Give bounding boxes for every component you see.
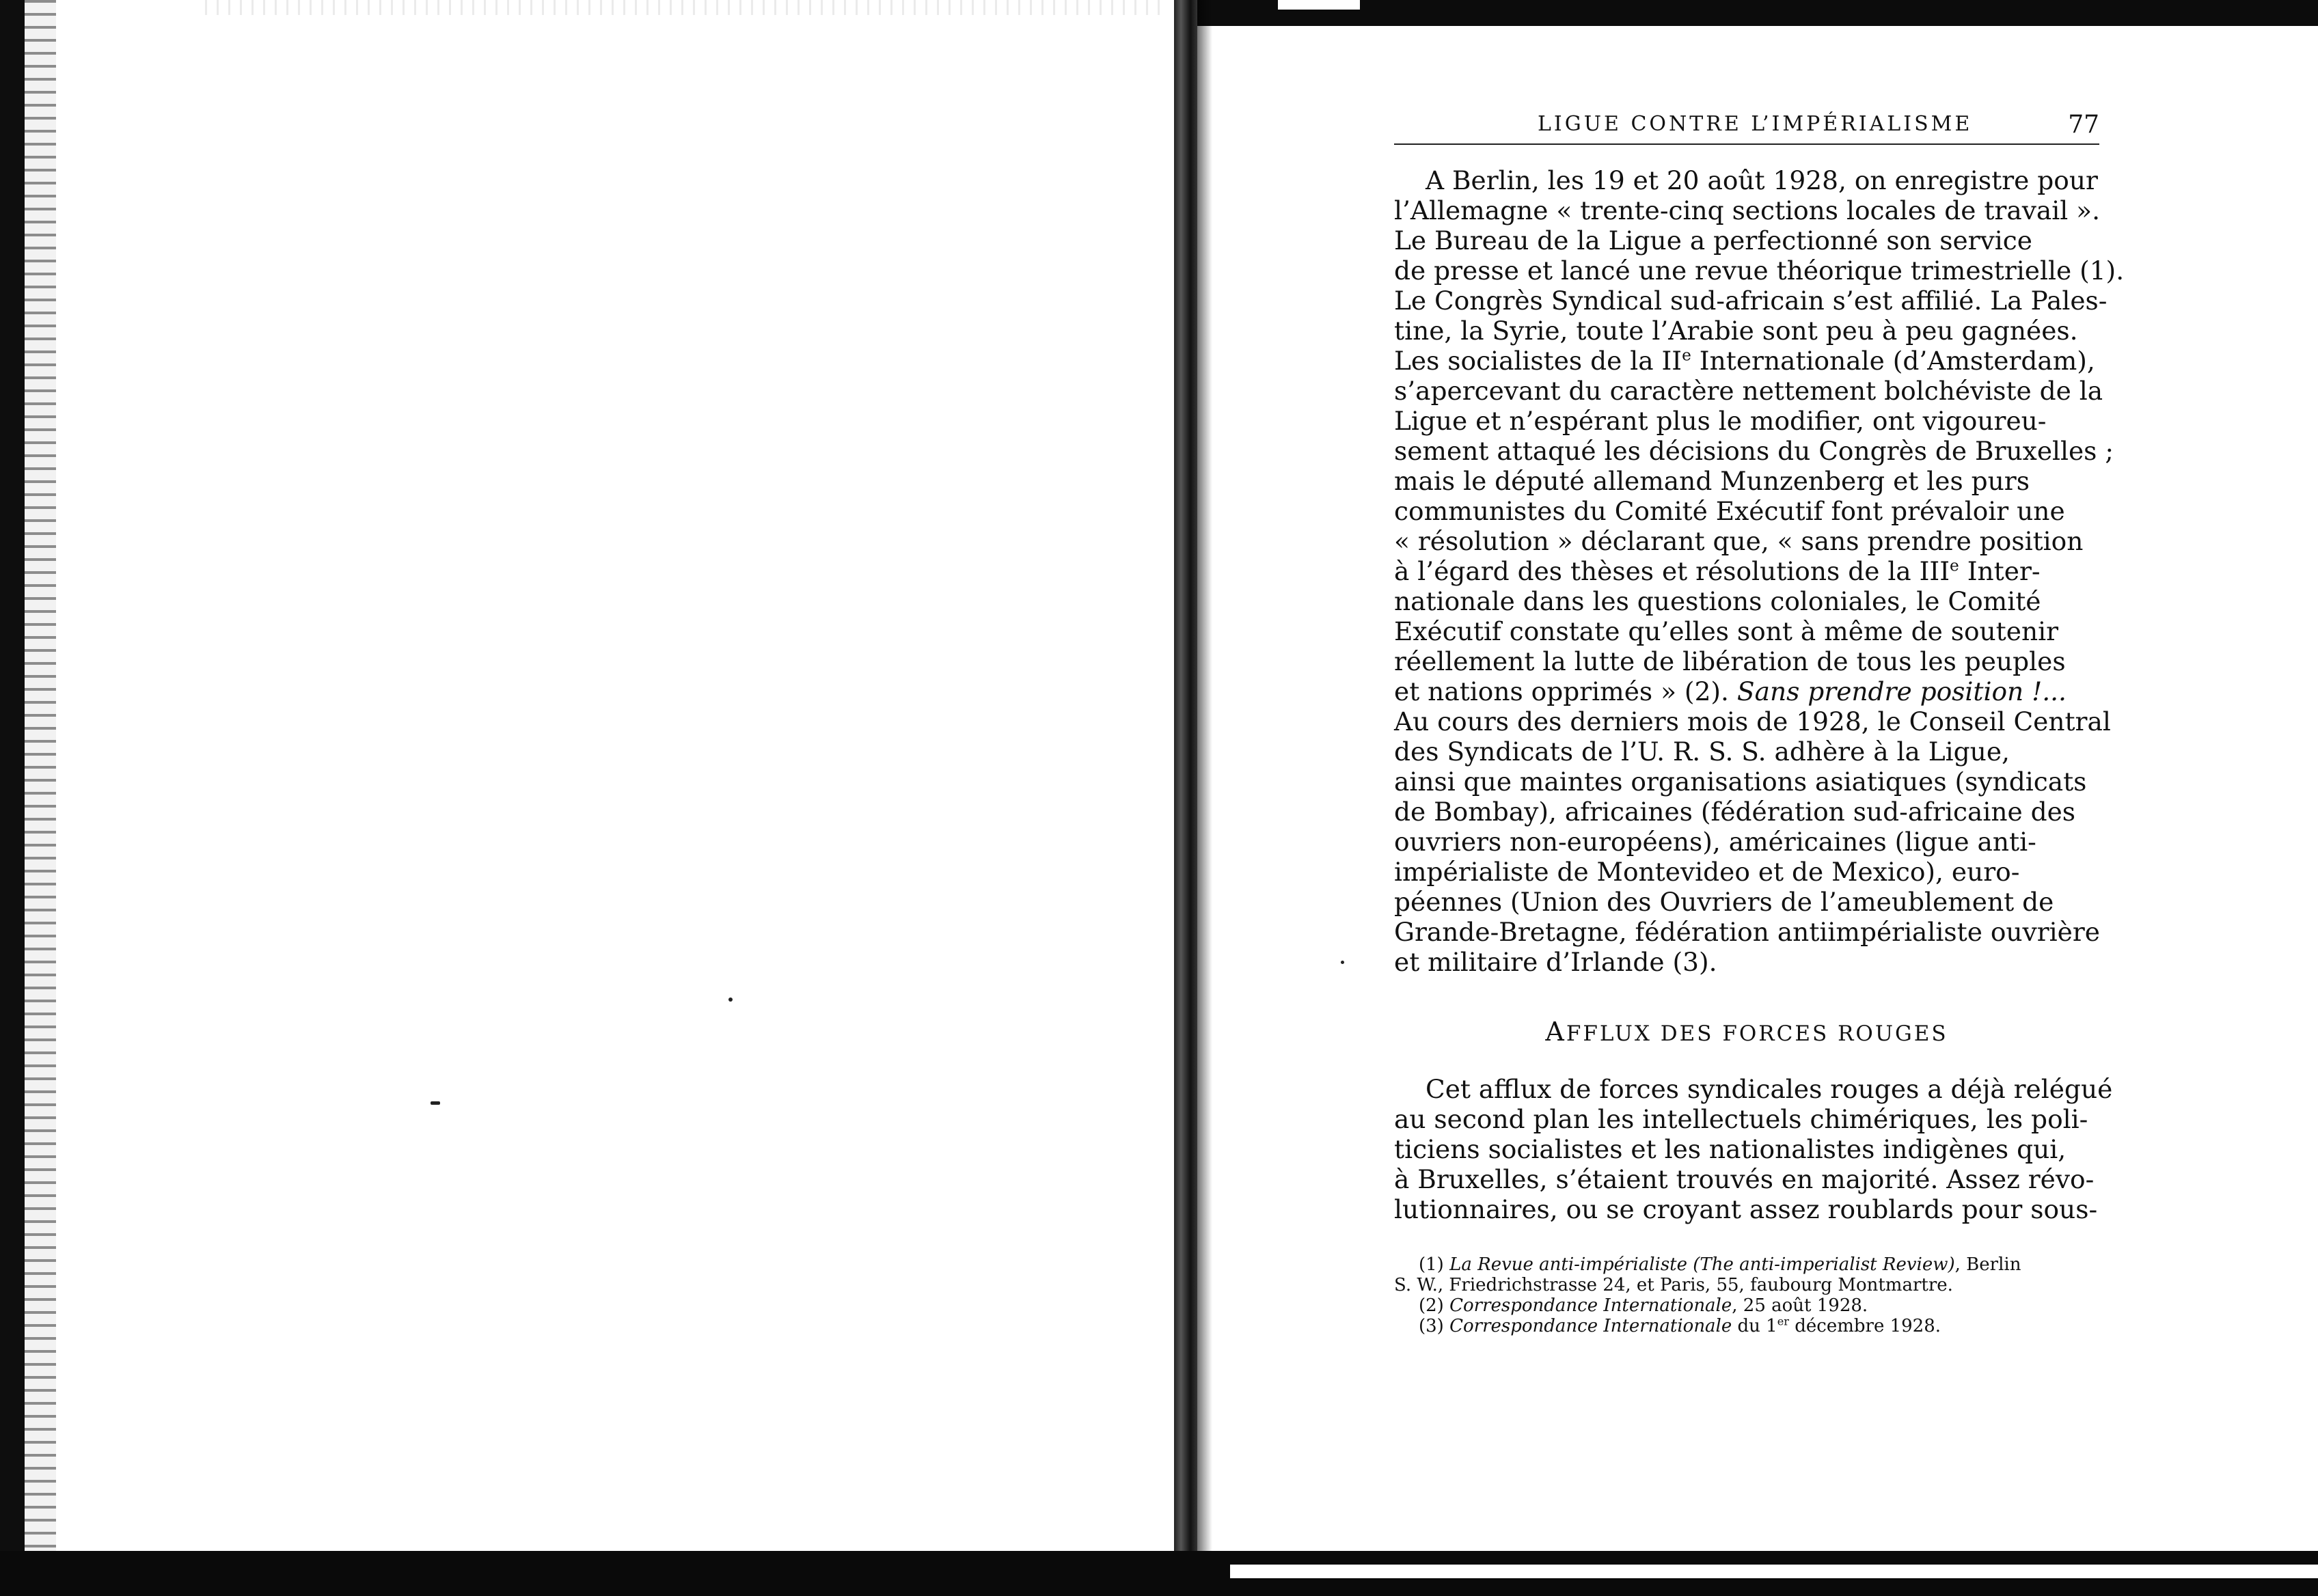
footnote-text: , 25 août 1928.: [1732, 1295, 1868, 1316]
text-line: A Berlin, les 19 et 20 août 1928, on enregistre pour: [1426, 165, 2098, 195]
text-line: « résolution » déclarant que, « sans prendre position: [1394, 526, 2084, 556]
text-line: Cet afflux de forces syndicales rouges a déjà relégué: [1426, 1074, 2113, 1104]
right-page: [1394, 109, 2125, 1336]
text-line: Le Congrès Syndical sud-africain s’est affilié. La Pales-: [1394, 286, 2108, 316]
footnote-3: [1394, 1316, 2099, 1336]
text-line: Ligue et n’espérant plus le modifier, ont vigoureu-: [1394, 406, 2047, 436]
text-line: Exécutif constate qu’elles sont à même de soutenir: [1394, 616, 2059, 646]
footnote-marker: (2): [1419, 1295, 1450, 1316]
paragraph-afflux: [1394, 1074, 2113, 1224]
footnote-title: Correspondance Internationale: [1449, 1316, 1732, 1336]
text-line: ticiens socialistes et les nationalistes indigènes qui,: [1394, 1134, 2067, 1164]
text-line: de presse et lancé une revue théorique trimestrielle (1).: [1394, 256, 2125, 286]
text-line: sement attaqué les décisions du Congrès de Bruxelles ;: [1394, 436, 2114, 466]
section-heading: [1394, 1017, 2099, 1047]
scan-speck: [431, 1101, 440, 1105]
text-line: [1394, 676, 2099, 706]
text-line: s’apercevant du caractère nettement bolchéviste de la: [1394, 376, 2103, 406]
text-line: [1394, 346, 2099, 376]
footnotes: [1394, 1254, 2099, 1336]
text-line: des Syndicats de l’U. R. S. S. adhère à la Ligue,: [1394, 737, 2010, 767]
text-line: réellement la lutte de libération de tous les peuples: [1394, 646, 2066, 676]
page-number: 77: [2068, 111, 2099, 139]
scan-noise-top: [205, 0, 1162, 15]
footnote-marker: (3): [1419, 1316, 1450, 1336]
footnote-title: Correspondance Internationale: [1449, 1295, 1732, 1316]
heading-rest: FFLUX DES FORCES ROUGES: [1566, 1021, 1948, 1046]
text-segment: Les socialistes de la II: [1394, 346, 1682, 376]
text-line: impérialiste de Montevideo et de Mexico), euro-: [1394, 857, 2020, 887]
text-line: à Bruxelles, s’étaient trouvés en majorité. Assez révo-: [1394, 1164, 2095, 1194]
footnote-title: La Revue anti-impérialiste (The anti-imperialist Review): [1449, 1254, 1955, 1275]
text-line: de Bombay), africaines (fédération sud-africaine des: [1394, 797, 2076, 827]
footnote-text: , Berlin: [1954, 1254, 2021, 1275]
text-line: l’Allemagne « trente-cinq sections locales de travail ».: [1394, 195, 2101, 225]
superscript: e: [1950, 556, 1959, 575]
paragraph-berlin: [1394, 165, 2125, 977]
text-line: nationale dans les questions coloniales, le Comité: [1394, 586, 2041, 616]
italic-segment: Sans prendre position !...: [1736, 676, 2067, 706]
text-line: Le Bureau de la Ligue a perfectionné son service: [1394, 225, 2032, 256]
text-line: [1394, 556, 2099, 586]
text-line: Grande-Bretagne, fédération antiimpérialiste ouvrière: [1394, 917, 2100, 947]
scan-border-top-gap: [1278, 0, 1360, 10]
running-title: LIGUE CONTRE L’IMPÉRIALISME: [1538, 112, 1973, 136]
text-line: péennes (Union des Ouvriers de l’ameublement de: [1394, 887, 2054, 917]
superscript: er: [1777, 1315, 1789, 1328]
footnote-1: [1394, 1254, 2099, 1275]
scan-speck: [1341, 961, 1344, 964]
footnote-text: décembre 1928.: [1788, 1316, 1941, 1336]
text-line: ainsi que maintes organisations asiatiques (syndicats: [1394, 767, 2087, 797]
text-line: tine, la Syrie, toute l’Arabie sont peu à peu gagnées.: [1394, 316, 2078, 346]
heading-initial: A: [1545, 1017, 1566, 1047]
footnote-1-cont: S. W., Friedrichstrasse 24, et Paris, 55, faubourg Montmartre.: [1394, 1275, 1953, 1295]
text-line: et militaire d’Irlande (3).: [1394, 947, 1717, 977]
text-line: Au cours des derniers mois de 1928, le Conseil Central: [1394, 706, 2111, 737]
text-line: communistes du Comité Exécutif font prévaloir une: [1394, 496, 2065, 526]
text-segment: à l’égard des thèses et résolutions de la III: [1394, 556, 1950, 586]
scan-border-left: [0, 0, 25, 1596]
scan-border-left-texture: [25, 0, 56, 1596]
text-segment: et nations opprimés » (2).: [1394, 676, 1737, 706]
text-line: au second plan les intellectuels chimériques, les poli-: [1394, 1104, 2088, 1134]
book-gutter-shadow: [1197, 0, 1212, 1596]
text-line: mais le député allemand Munzenberg et les purs: [1394, 466, 2030, 496]
text-line: lutionnaires, ou se croyant assez roublards pour sous-: [1394, 1194, 2098, 1224]
scan-speck: [728, 998, 733, 1002]
footnote-text: du 1: [1732, 1316, 1777, 1336]
footnote-2: [1394, 1295, 2099, 1316]
text-segment: Internationale (d’Amsterdam),: [1691, 346, 2095, 376]
text-segment: Inter-: [1959, 556, 2041, 586]
text-line: ouvriers non-européens), américaines (ligue anti-: [1394, 827, 2036, 857]
superscript: e: [1682, 346, 1691, 365]
scan-border-bottom-gap: [1230, 1565, 2318, 1578]
book-gutter: [1174, 0, 1197, 1596]
running-header: [1394, 109, 2099, 145]
footnote-marker: (1): [1419, 1254, 1450, 1275]
